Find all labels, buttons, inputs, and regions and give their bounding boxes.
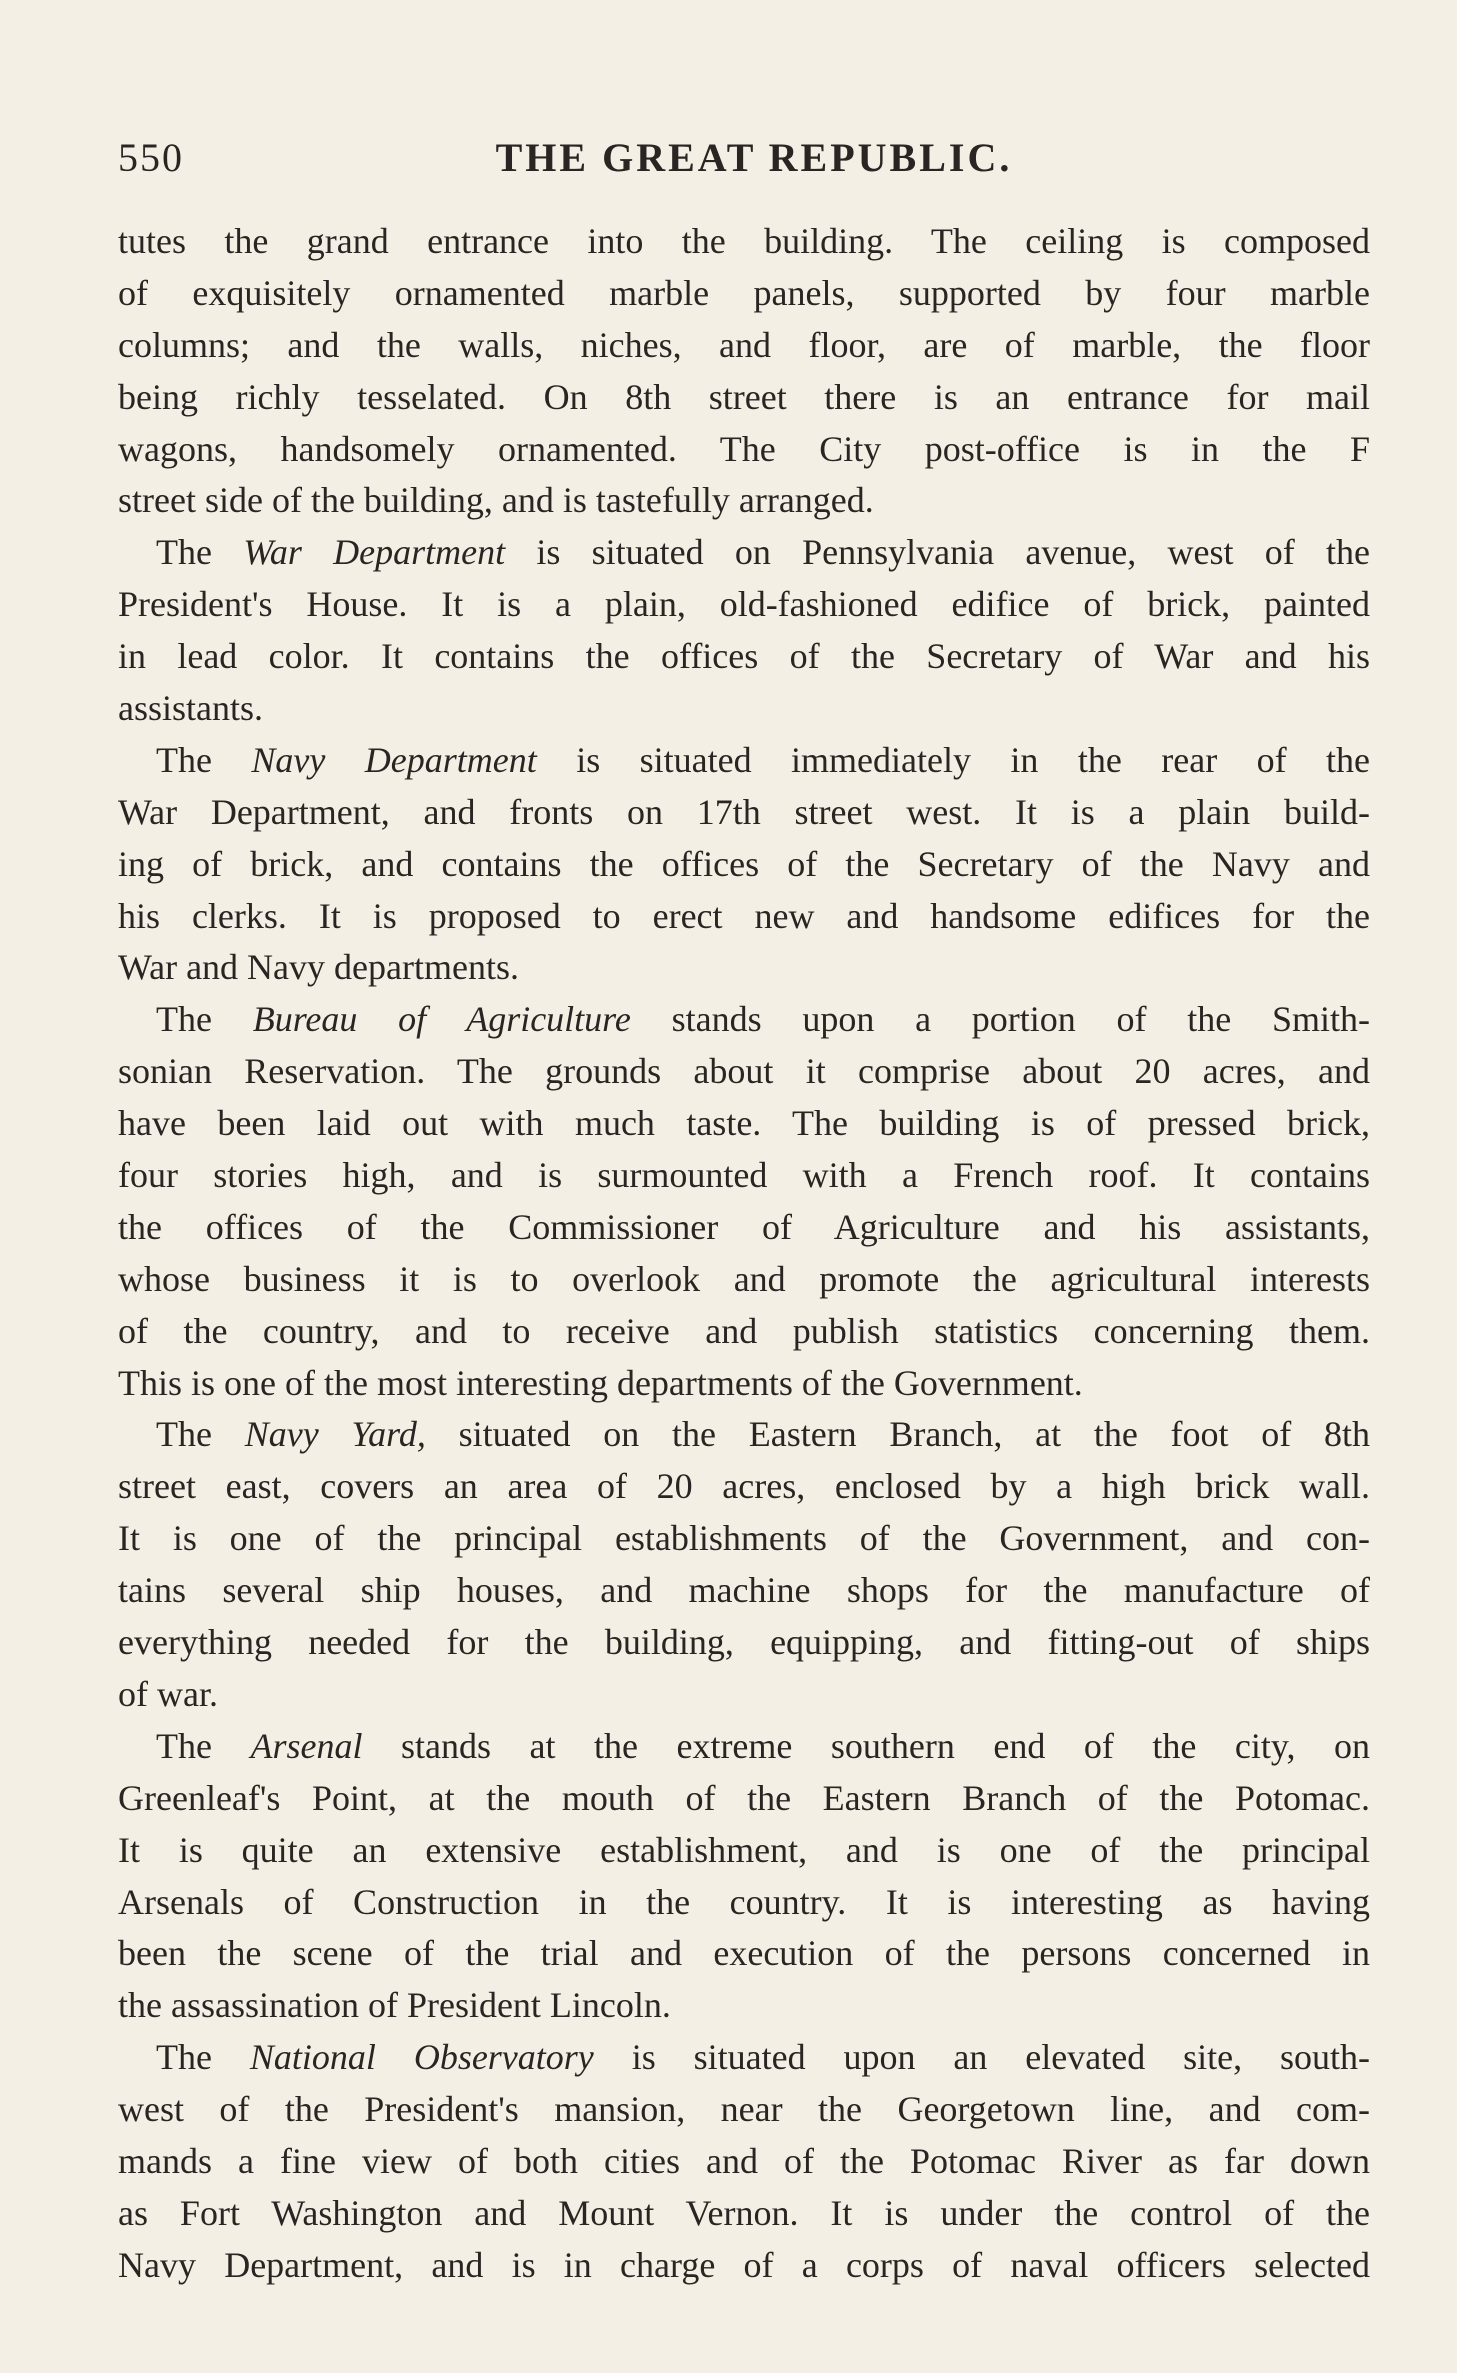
text-line bbox=[118, 1980, 1370, 2032]
line-text: It is one of the principal establishments of the Government, and con- bbox=[118, 1518, 1370, 1559]
text-line bbox=[118, 1513, 1370, 1565]
line-text: is situated immediately in the rear of the bbox=[536, 739, 1370, 780]
line-text: Greenleaf's Point, at the mouth of the Eastern Branch of the Potomac. bbox=[118, 1777, 1370, 1818]
line-text: everything needed for the building, equipping, and fitting-out of ships bbox=[118, 1622, 1370, 1663]
line-text: War and Navy departments. bbox=[118, 947, 519, 988]
line-text: is situated on Pennsylvania avenue, west of the bbox=[505, 532, 1370, 573]
line-text: This is one of the most interesting departments of the Government. bbox=[118, 1362, 1083, 1403]
text-line bbox=[118, 787, 1370, 839]
text-line bbox=[118, 1721, 1370, 1773]
italic-heading: Bureau of Agriculture bbox=[252, 999, 631, 1040]
text-line bbox=[118, 1358, 1370, 1410]
text-line bbox=[118, 579, 1370, 631]
line-text: have been laid out with much taste. The building is of pressed brick, bbox=[118, 1103, 1370, 1144]
text-line bbox=[118, 1202, 1370, 1254]
page-number: 550 bbox=[118, 135, 184, 180]
line-text: The bbox=[156, 1725, 251, 1766]
italic-heading: Arsenal bbox=[250, 1725, 363, 1766]
line-text: whose business it is to overlook and promote the agricultural interests bbox=[118, 1258, 1370, 1299]
text-line bbox=[118, 372, 1370, 424]
line-text: street east, covers an area of 20 acres, enclosed by a high brick wall. bbox=[118, 1466, 1370, 1507]
line-text: President's House. It is a plain, old-fashioned edifice of brick, painted bbox=[118, 584, 1370, 625]
text-line bbox=[118, 475, 1370, 527]
line-text: columns; and the walls, niches, and floor, are of marble, the floor bbox=[118, 324, 1370, 365]
text-line bbox=[118, 1046, 1370, 1098]
text-line bbox=[118, 1825, 1370, 1877]
text-line bbox=[118, 1409, 1370, 1461]
line-text: four stories high, and is surmounted with a French roof. It contains bbox=[118, 1155, 1370, 1196]
text-line bbox=[118, 891, 1370, 943]
text-line bbox=[118, 1098, 1370, 1150]
text-line bbox=[118, 1669, 1370, 1721]
text-line bbox=[118, 2084, 1370, 2136]
italic-heading: Navy Department bbox=[251, 739, 537, 780]
book-page bbox=[118, 120, 1370, 2292]
text-line bbox=[118, 1617, 1370, 1669]
running-head bbox=[118, 120, 1370, 200]
text-line bbox=[118, 631, 1370, 683]
text-line bbox=[118, 527, 1370, 579]
text-line bbox=[118, 1254, 1370, 1306]
line-text: been the scene of the trial and execution of the persons concerned in bbox=[118, 1933, 1370, 1974]
text-line bbox=[118, 1565, 1370, 1617]
text-line bbox=[118, 942, 1370, 994]
line-text: The bbox=[156, 532, 244, 573]
line-text: being richly tesselated. On 8th street there is an entrance for mail bbox=[118, 376, 1370, 417]
running-title: THE GREAT REPUBLIC. bbox=[495, 135, 1013, 180]
body-text bbox=[118, 216, 1370, 2292]
line-text: stands upon a portion of the Smith- bbox=[630, 999, 1370, 1040]
text-line bbox=[118, 1461, 1370, 1513]
line-text: assistants. bbox=[118, 688, 264, 729]
text-line bbox=[118, 268, 1370, 320]
line-text: street side of the building, and is tastefully arranged. bbox=[118, 480, 874, 521]
text-line bbox=[118, 1928, 1370, 1980]
line-text: It is quite an extensive establishment, and is one of the principal bbox=[118, 1829, 1370, 1870]
line-text: the offices of the Commissioner of Agriculture and his assistants, bbox=[118, 1206, 1370, 1247]
line-text: The bbox=[156, 739, 252, 780]
line-text: his clerks. It is proposed to erect new and handsome edifices for the bbox=[118, 895, 1370, 936]
text-line bbox=[118, 839, 1370, 891]
line-text: sonian Reservation. The grounds about it comprise about 20 acres, and bbox=[118, 1051, 1370, 1092]
line-text: of exquisitely ornamented marble panels, supported by four marble bbox=[118, 272, 1370, 313]
text-line bbox=[118, 994, 1370, 1046]
line-text: Navy Department, and is in charge of a corps of naval officers selected bbox=[118, 2244, 1370, 2285]
line-text: ing of brick, and contains the offices of the Secretary of the Navy and bbox=[118, 843, 1370, 884]
line-text: Arsenals of Construction in the country. It is interesting as having bbox=[118, 1881, 1370, 1922]
italic-heading: War Department bbox=[243, 532, 506, 573]
text-line bbox=[118, 1306, 1370, 1358]
line-text: tains several ship houses, and machine shops for the manufacture of bbox=[118, 1570, 1370, 1611]
text-line bbox=[118, 683, 1370, 735]
text-line bbox=[118, 735, 1370, 787]
line-text: wagons, handsomely ornamented. The City post-office is in the F bbox=[118, 428, 1370, 469]
line-text: west of the President's mansion, near the Georgetown line, and com- bbox=[118, 2089, 1370, 2130]
text-line bbox=[118, 1773, 1370, 1825]
line-text: situated on the Eastern Branch, at the foot of 8th bbox=[425, 1414, 1370, 1455]
line-text: in lead color. It contains the offices of the Secretary of War and his bbox=[118, 636, 1370, 677]
line-text: as Fort Washington and Mount Vernon. It is under the control of the bbox=[118, 2192, 1370, 2233]
text-line bbox=[118, 424, 1370, 476]
line-text: mands a fine view of both cities and of the Potomac River as far down bbox=[118, 2140, 1370, 2181]
italic-heading: National Observatory bbox=[249, 2037, 594, 2078]
text-line bbox=[118, 1150, 1370, 1202]
line-text: The bbox=[156, 999, 253, 1040]
line-text: is situated upon an elevated site, south- bbox=[593, 2037, 1370, 2078]
text-line bbox=[118, 216, 1370, 268]
line-text: of war. bbox=[118, 1673, 218, 1714]
line-text: The bbox=[156, 1414, 245, 1455]
text-line bbox=[118, 2240, 1370, 2292]
text-line bbox=[118, 2188, 1370, 2240]
text-line bbox=[118, 320, 1370, 372]
line-text: tutes the grand entrance into the building. The ceiling is composed bbox=[118, 221, 1370, 261]
line-text: The bbox=[156, 2037, 250, 2078]
text-line bbox=[118, 2032, 1370, 2084]
line-text: the assassination of President Lincoln. bbox=[118, 1985, 671, 2026]
text-line bbox=[118, 2136, 1370, 2188]
line-text: stands at the extreme southern end of the city, on bbox=[362, 1725, 1370, 1766]
line-text: of the country, and to receive and publish statistics concerning them. bbox=[118, 1310, 1370, 1351]
line-text: War Department, and fronts on 17th street west. It is a plain build- bbox=[118, 791, 1370, 832]
text-line bbox=[118, 1877, 1370, 1929]
italic-heading: Navy Yard, bbox=[244, 1414, 426, 1455]
